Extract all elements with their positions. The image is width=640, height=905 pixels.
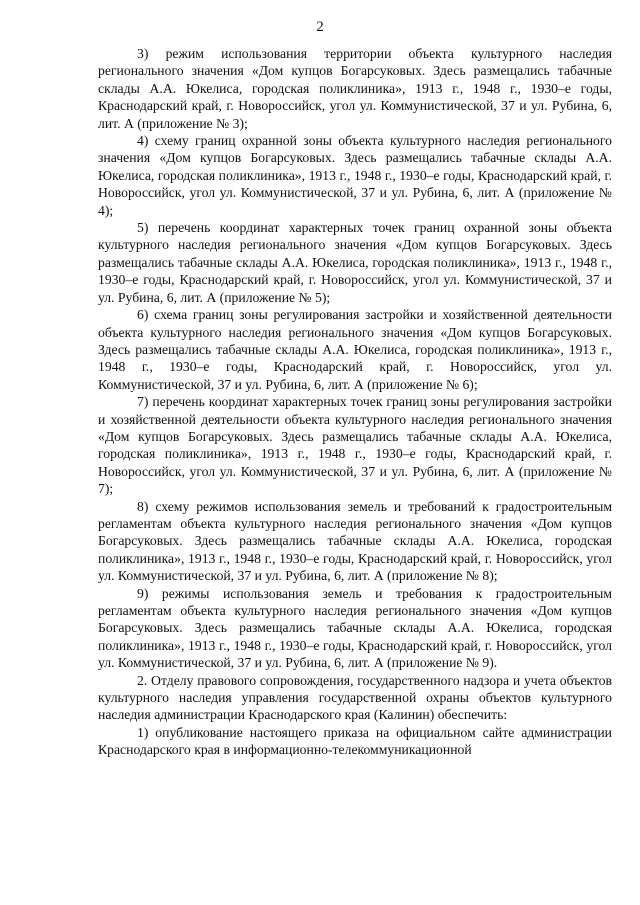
paragraph-item-6: 6) схема границ зоны регулирования застройки и хозяйственной деятельности объекта культурного наследия регионального значения «Дом купцов Богарсуковых. Здесь размещались табачные склады А.А. Юкелиса, городская поликлиника», 1913 г., 1948 г., 1930–е годы, Краснодарский край, г. Новороссийск, угол ул. Коммунистической, 37 и ул. Рубина, 6, лит. А (приложение № 6);: [98, 307, 612, 392]
paragraph-item-7: 7) перечень координат характерных точек границ зоны регулирования застройки и хозяйственной деятельности объекта культурного наследия регионального значения «Дом купцов Богарсуковых. Здесь размещались табачные склады А.А. Юкелиса, городская поликлиника», 1913 г., 1948 г., 1930–е годы, Краснодарский край, г. Новороссийск, угол ул. Коммунистической, 37 и ул. Рубина, 6, лит. А (приложение № 7);: [98, 394, 612, 497]
paragraph-section-2: 2. Отделу правового сопровождения, государственного надзора и учета объектов культурного наследия управления государственной охраны объектов культурного наследия администрации Краснодарского края (Калинин) обеспечить:: [98, 672, 612, 723]
paragraph-item-9: 9) режимы использования земель и требования к градостроительным регламентам объекта культурного наследия регионального значения «Дом купцов Богарсуковых. Здесь размещались табачные склады А.А. Юкелиса, городская поликлиника», 1913 г., 1948 г., 1930–е годы, Краснодарский край, г. Новороссийск, угол ул. Коммунистической, 37 и ул. Рубина, 6, лит. А (приложение № 9).: [98, 585, 612, 671]
document-body: [98, 45, 612, 759]
paragraph-section-2-item-1: 1) опубликование настоящего приказа на официальном сайте администрации Краснодарского края в информационно-телекоммуникационной: [98, 724, 612, 758]
paragraph-item-4: 4) схему границ охранной зоны объекта культурного наследия регионального значения «Дом купцов Богарсуковых. Здесь размещались табачные склады А.А. Юкелиса, городская поликлиника», 1913 г., 1948 г., 1930–е годы, Краснодарский край, г. Новороссийск, угол ул. Коммунистической, 37 и ул. Рубина, 6, лит. А (приложение № 4);: [98, 133, 612, 218]
paragraph-item-8: 8) схему режимов использования земель и требований к градостроительным регламентам объекта культурного наследия регионального значения «Дом купцов Богарсуковых. Здесь размещались табачные склады А.А. Юкелиса, городская поликлиника», 1913 г., 1948 г., 1930–е годы, Краснодарский край, г. Новороссийск, угол ул. Коммунистической, 37 и ул. Рубина, 6, лит. А (приложение № 8);: [98, 498, 612, 584]
page-number: 2: [316, 19, 324, 35]
paragraph-item-5: 5) перечень координат характерных точек границ охранной зоны объекта культурного наследия регионального значения «Дом купцов Богарсуковых. Здесь размещались табачные склады А.А. Юкелиса, городская поликлиника», 1913 г., 1948 г., 1930–е годы, Краснодарский край, г. Новороссийск, угол ул. Коммунистической, 37 и ул. Рубина, 6, лит. А (приложение № 5);: [98, 220, 612, 305]
paragraph-item-3: 3) режим использования территории объекта культурного наследия регионального значения «Дом купцов Богарсуковых. Здесь размещались табачные склады А.А. Юкелиса, городская поликлиника», 1913 г., 1948 г., 1930–е годы, Краснодарский край, г. Новороссийск, угол ул. Коммунистической, 37 и ул. Рубина, 6, лит. А (приложение № 3);: [98, 46, 612, 131]
